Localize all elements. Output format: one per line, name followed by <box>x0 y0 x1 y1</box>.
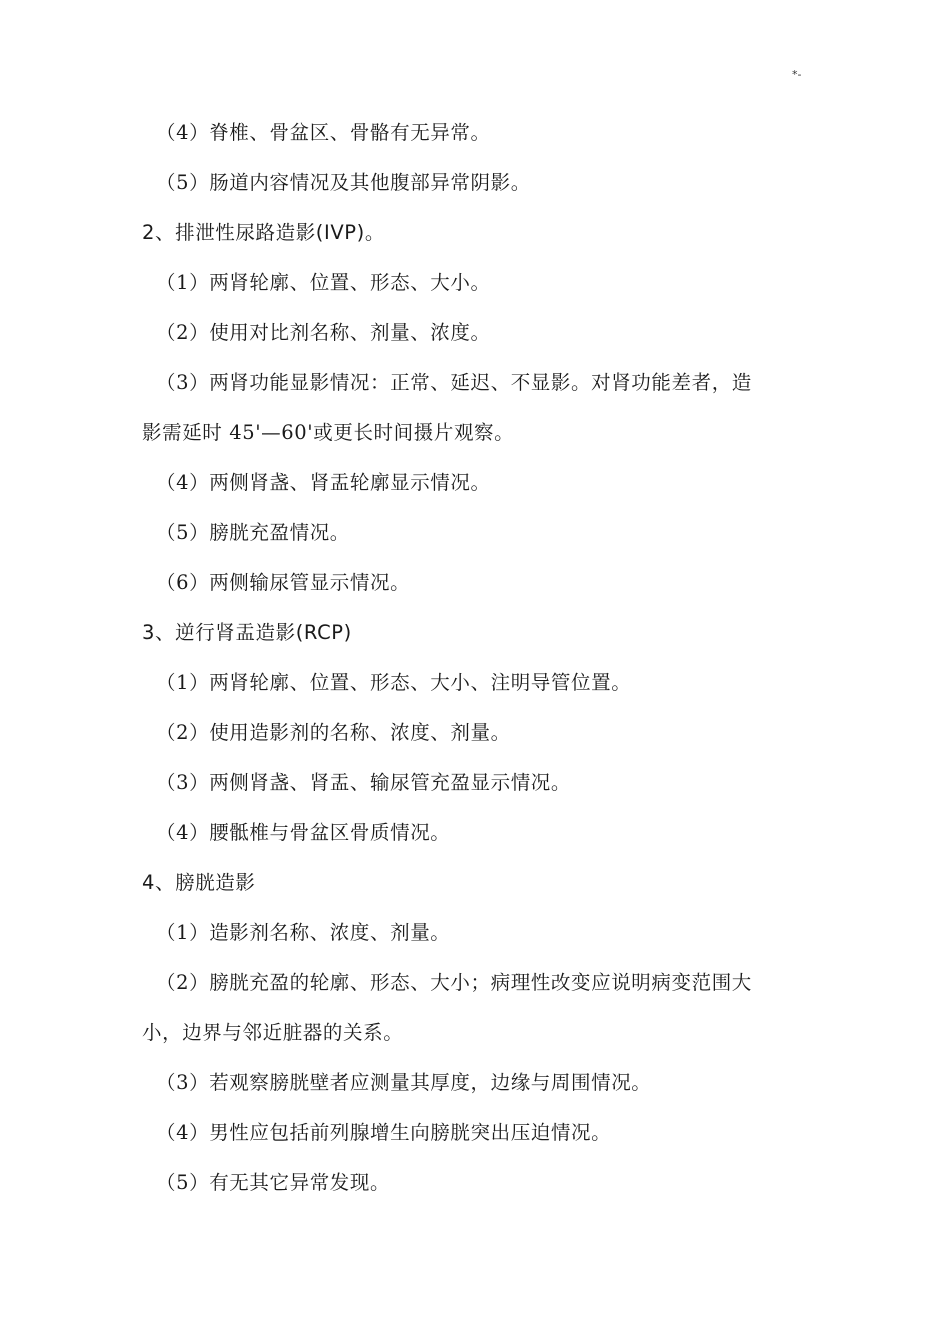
list-item: （4）两侧肾盏、肾盂轮廓显示情况。 <box>156 471 491 494</box>
list-item: （2）膀胱充盈的轮廓、形态、大小；病理性改变应说明病变范围大 <box>156 971 752 994</box>
list-item: （1）两肾轮廓、位置、形态、大小、注明导管位置。 <box>156 671 632 694</box>
page-marker: *- <box>792 68 802 81</box>
list-item: （3）两肾功能显影情况：正常、延迟、不显影。对肾功能差者，造 <box>156 371 752 394</box>
list-item: （1）造影剂名称、浓度、剂量。 <box>156 921 451 944</box>
document-body <box>142 108 806 1208</box>
list-item: （2）使用造影剂的名称、浓度、剂量。 <box>156 721 511 744</box>
list-item: （2）使用对比剂名称、剂量、浓度。 <box>156 321 491 344</box>
list-item: （3）若观察膀胱壁者应测量其厚度，边缘与周围情况。 <box>156 1071 652 1094</box>
list-item: （5）肠道内容情况及其他腹部异常阴影。 <box>156 171 531 194</box>
list-item: （6）两侧输尿管显示情况。 <box>156 571 411 594</box>
list-item: （5）膀胱充盈情况。 <box>156 521 350 544</box>
list-item: （3）两侧肾盏、肾盂、输尿管充盈显示情况。 <box>156 771 572 794</box>
list-item: （4）腰骶椎与骨盆区骨质情况。 <box>156 821 451 844</box>
section-heading-rcp: 3、逆行肾盂造影(RCP) <box>142 621 352 644</box>
list-item: （1）两肾轮廓、位置、形态、大小。 <box>156 271 491 294</box>
list-item: （4）脊椎、骨盆区、骨骼有无异常。 <box>156 121 491 144</box>
list-item-continuation: 影需延时 45'—60'或更长时间摄片观察。 <box>142 421 515 444</box>
list-item: （4）男性应包括前列腺增生向膀胱突出压迫情况。 <box>156 1121 612 1144</box>
section-heading-cystography: 4、膀胱造影 <box>142 871 256 894</box>
list-item: （5）有无其它异常发现。 <box>156 1171 391 1194</box>
list-item-continuation: 小，边界与邻近脏器的关系。 <box>142 1021 404 1044</box>
section-heading-ivp: 2、排泄性尿路造影(IVP)。 <box>142 221 385 244</box>
